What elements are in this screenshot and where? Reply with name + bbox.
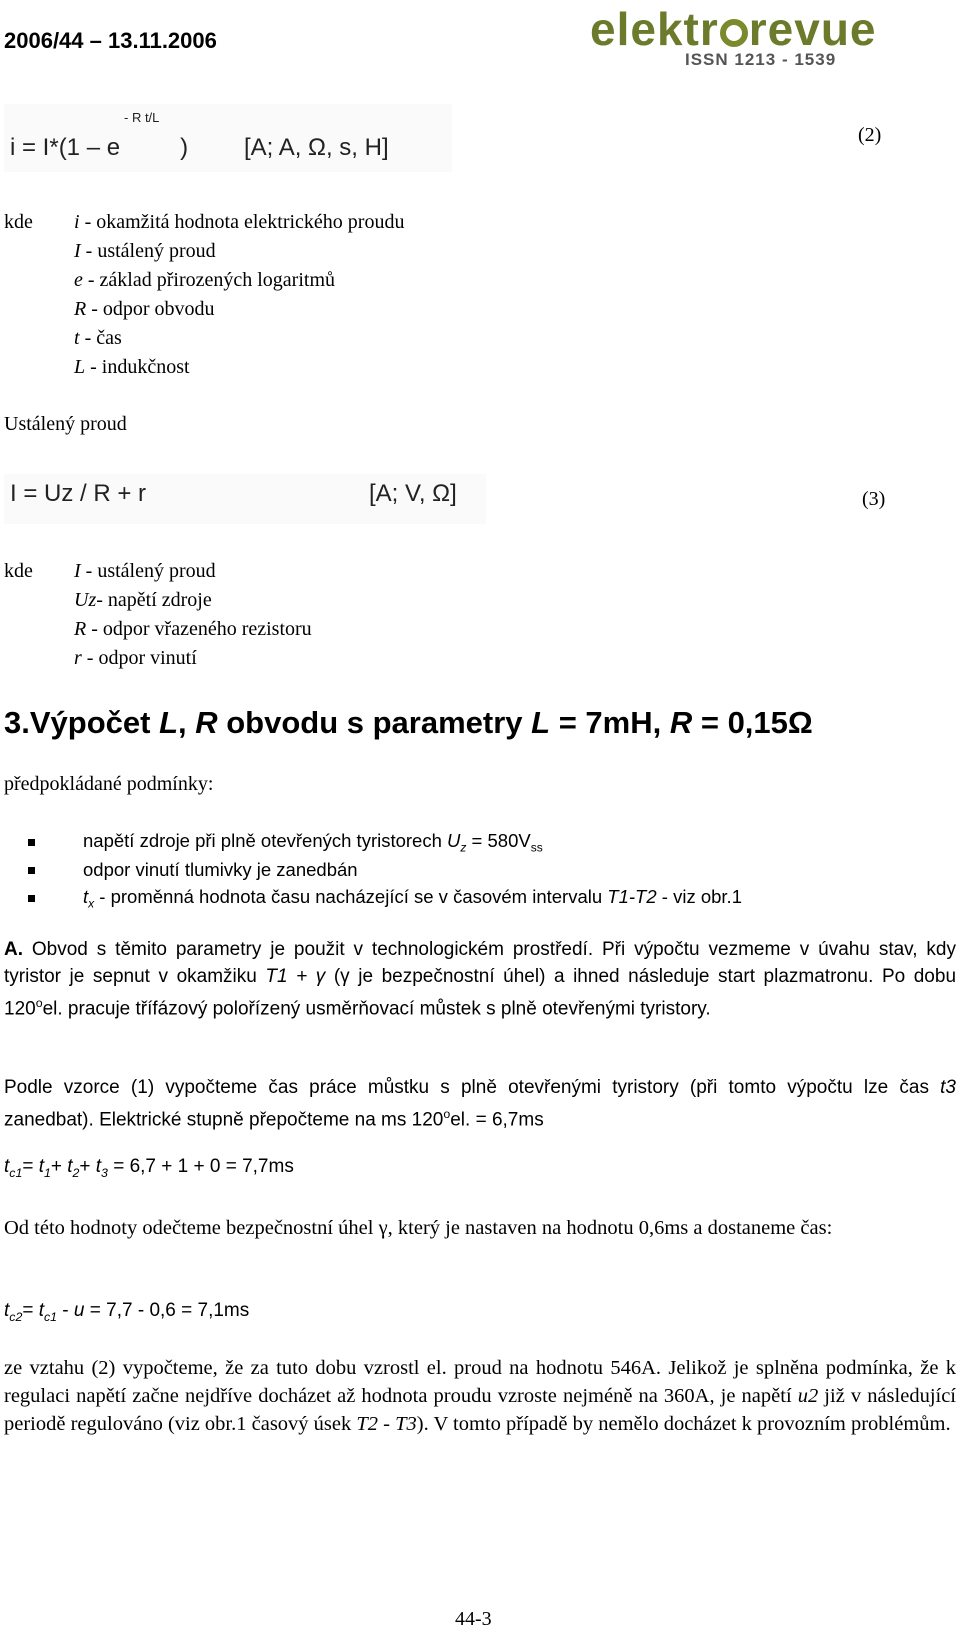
bullet-square-icon [28, 867, 35, 874]
formula-2-exponent: - R t/L [124, 110, 160, 125]
kde-label: kde [4, 560, 33, 582]
paragraph-c: Od této hodnoty odečteme bezpečnostní úhel γ, který je nastaven na hodnotu 0,6ms a dostaneme čas: [4, 1217, 833, 1239]
conditions-list [28, 828, 742, 912]
issn: ISSN 1213 - 1539 [685, 50, 837, 69]
formula-2-image [4, 104, 452, 172]
formula-3-units: [A; V, Ω] [369, 480, 457, 507]
list-item: odpor vinutí tlumivky je zanedbán [28, 856, 742, 884]
list-item: napětí zdroje při plně otevřených tyristorech $U_z = 580V_{ss}$ [28, 828, 742, 856]
kde-label: kde [4, 211, 33, 233]
list-item: kde I - ustálený proud [4, 557, 312, 586]
list-item: R - odpor vřazeného rezistoru [74, 618, 312, 640]
list-item: L - indukčnost [74, 356, 190, 378]
paragraph-b: Podle vzorce (1) vypočteme čas práce můstku s plně otevřenými tyristory (při tomto výpočtu lze čas t3 zanedbat). Elektrické stupně přepočteme na ms $120^oel$. = 6,7ms [4, 1077, 956, 1131]
bullet-square-icon [28, 895, 35, 902]
issue-date: 2006/44 – 13.11.2006 [4, 28, 217, 53]
list-item: R - odpor obvodu [74, 298, 215, 320]
page-number: 44-3 [455, 1608, 492, 1630]
section-heading: 3.Výpočet L, R obvodu s parametry L = 7mH, R = 0,15Ω [4, 705, 813, 740]
list-item: r - odpor vinutí [74, 647, 197, 669]
formula-2-main: i = I*(1 – e ) [10, 134, 189, 161]
list-item: t - čas [74, 327, 122, 349]
equation-tc2: $t_{c2}= t_{c1} - u = 7,7 - 0,6 = 7,1ms$ [4, 1300, 250, 1324]
list-item: $t_x$ - proměnná hodnota času nacházející se v časovém intervalu T1-T2 - viz obr.1 [28, 884, 742, 912]
equation-tc1: $t_{c1}= t_1+ t_2+ t_3 = 6,7 + 1 + 0 = 7,7ms$ [4, 1156, 294, 1180]
list-item: I - ustálený proud [74, 240, 216, 262]
equation-number-3: (3) [862, 488, 886, 510]
formula-3-main: I = Uz / R + r [10, 480, 147, 507]
list-item: e - základ přirozených logaritmů [74, 269, 336, 291]
bullet-square-icon [28, 839, 35, 846]
formula-2-units: [A; A, Ω, s, H] [244, 134, 389, 161]
logo-text-right: revue [748, 3, 877, 55]
logo-text-left: elektr [590, 3, 719, 55]
logo-o-icon [720, 19, 748, 47]
paragraph-d: ze vztahu (2) vypočteme, že za tuto dobu vzrostl el. proud na hodnotu 546A. Jelikož je splněna podmínka, že k regulaci napětí začne nejdříve docházet až hodnota proudu vzroste nejméně na 360A, je napětí u2 již v následující periodě regulováno (viz obr.1 časový úsek T2 - T3). V tomto případě by nemělo docházet k provozním problémům. [4, 1357, 956, 1435]
elektrorevue-logo [590, 2, 877, 56]
paragraph-a: A. Obvod s těmito parametry je použit v technologickém prostředí. Při výpočtu vezmeme v úvahu stav, kdy tyristor je sepnut v okamžiku T1 + γ (γ je bezpečnostní úhel) a ihned následuje start plazmatronu. Po dobu 120$^o$el. pracuje třífázový polořízený usměrňovací můstek s plně otevřenými tyristory. [4, 939, 957, 1020]
variables-list-1 [4, 208, 404, 382]
list-item: kde i - okamžitá hodnota elektrického proudu [4, 208, 404, 237]
steady-current-label: Ustálený proud [4, 413, 127, 435]
conditions-label: předpokládané podmínky: [4, 773, 214, 795]
equation-number-2: (2) [858, 124, 882, 146]
variables-list-2 [4, 557, 312, 673]
formula-3-image [4, 474, 486, 524]
list-item: Uz- napětí zdroje [74, 589, 212, 611]
